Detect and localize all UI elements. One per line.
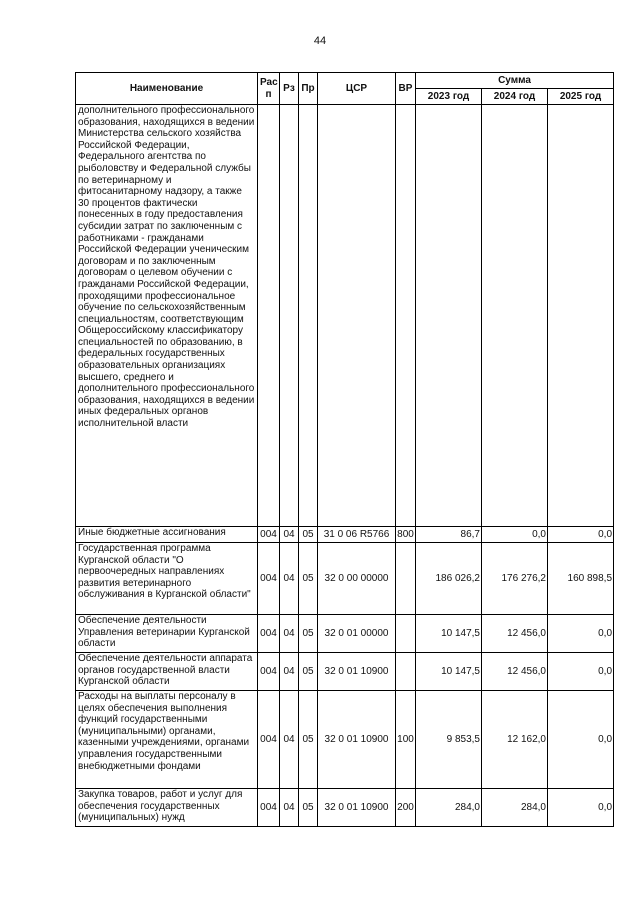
row-2025: 0,0 [548, 615, 614, 653]
row-csr [318, 105, 396, 527]
row-2025: 160 898,5 [548, 543, 614, 615]
row-2024: 12 456,0 [482, 615, 548, 653]
row-name: Государственная программа Курганской области "О первоочередных направлениях развития ветеринарного обслуживания в Курганской области" [76, 543, 258, 615]
row-csr: 32 0 01 00000 [318, 615, 396, 653]
row-rasp: 004 [258, 615, 280, 653]
row-2023: 86,7 [416, 527, 482, 543]
table-row [76, 105, 614, 527]
header-rasp: Рас п [258, 73, 280, 105]
row-2023: 10 147,5 [416, 653, 482, 691]
row-2025: 0,0 [548, 653, 614, 691]
row-2023 [416, 105, 482, 527]
row-2024: 0,0 [482, 527, 548, 543]
row-rasp: 004 [258, 691, 280, 789]
row-csr: 32 0 01 10900 [318, 789, 396, 827]
header-rz: Рз [280, 73, 299, 105]
row-vr [396, 105, 416, 527]
row-name: Обеспечение деятельности аппарата органов государственной власти Курганской области [76, 653, 258, 691]
row-2025: 0,0 [548, 691, 614, 789]
row-pr: 05 [299, 691, 318, 789]
header-vr: ВР [396, 73, 416, 105]
row-vr: 800 [396, 527, 416, 543]
row-pr: 05 [299, 615, 318, 653]
row-2025 [548, 105, 614, 527]
row-2024: 12 456,0 [482, 653, 548, 691]
header-csr: ЦСР [318, 73, 396, 105]
table-row [76, 543, 614, 615]
row-csr: 32 0 01 10900 [318, 691, 396, 789]
row-rasp: 004 [258, 527, 280, 543]
row-2023: 186 026,2 [416, 543, 482, 615]
row-2025: 0,0 [548, 789, 614, 827]
row-name: Закупка товаров, работ и услуг для обеспечения государственных (муниципальных) нужд [76, 789, 258, 827]
row-rasp: 004 [258, 789, 280, 827]
row-rz: 04 [280, 543, 299, 615]
row-rz: 04 [280, 615, 299, 653]
row-vr: 100 [396, 691, 416, 789]
row-pr [299, 105, 318, 527]
row-rasp: 004 [258, 543, 280, 615]
table-row [76, 615, 614, 653]
row-rz [280, 105, 299, 527]
row-vr [396, 615, 416, 653]
row-rasp: 004 [258, 653, 280, 691]
row-csr: 31 0 06 R5766 [318, 527, 396, 543]
row-csr: 32 0 00 00000 [318, 543, 396, 615]
header-year-2024: 2024 год [482, 89, 548, 105]
row-2024 [482, 105, 548, 527]
table-row [76, 527, 614, 543]
row-2023: 284,0 [416, 789, 482, 827]
row-2023: 10 147,5 [416, 615, 482, 653]
row-rz: 04 [280, 653, 299, 691]
table-row [76, 653, 614, 691]
header-year-2025: 2025 год [548, 89, 614, 105]
row-2025: 0,0 [548, 527, 614, 543]
row-rz: 04 [280, 527, 299, 543]
row-pr: 05 [299, 789, 318, 827]
page-number: 44 [313, 35, 327, 47]
header-name: Наименование [76, 73, 258, 105]
budget-table [75, 72, 614, 827]
row-vr [396, 653, 416, 691]
table-row [76, 691, 614, 789]
row-rz: 04 [280, 789, 299, 827]
row-2024: 284,0 [482, 789, 548, 827]
row-vr [396, 543, 416, 615]
header-pr: Пр [299, 73, 318, 105]
table-row [76, 789, 614, 827]
row-vr: 200 [396, 789, 416, 827]
row-2024: 12 162,0 [482, 691, 548, 789]
row-pr: 05 [299, 653, 318, 691]
row-2023: 9 853,5 [416, 691, 482, 789]
header-year-2023: 2023 год [416, 89, 482, 105]
row-csr: 32 0 01 10900 [318, 653, 396, 691]
row-name: Обеспечение деятельности Управления ветеринарии Курганской области [76, 615, 258, 653]
row-pr: 05 [299, 527, 318, 543]
row-2024: 176 276,2 [482, 543, 548, 615]
row-rz: 04 [280, 691, 299, 789]
row-name: дополнительного профессионального образования, находящихся в ведении Министерства сельского хозяйства Российской Федерации, Федерального агентства по рыболовству и Федеральной службы по ветеринарному и фитосанитарному надзору, а также 30 процентов фактически понесенных в году предоставления субсидии затрат по заключенным с работниками - гражданами Российской Федерации ученическим договорам и по заключенным договорам о целевом обучении с гражданами Российской Федерации, проходящими профессиональное обучение по сельскохозяйственным специальностям, соответствующим Общероссийскому классификатору специальностей по образованию, в федеральных государственных образовательных организациях высшего, среднего и дополнительного профессионального образования, находящихся в ведении иных федеральных органов исполнительной власти [76, 105, 258, 527]
row-name: Иные бюджетные ассигнования [76, 527, 258, 543]
header-sum: Сумма [416, 73, 614, 89]
row-pr: 05 [299, 543, 318, 615]
row-name: Расходы на выплаты персоналу в целях обеспечения выполнения функций государственными (муниципальными) органами, казенными учреждениями, органами управления государственными внебюджетными фондами [76, 691, 258, 789]
row-rasp [258, 105, 280, 527]
